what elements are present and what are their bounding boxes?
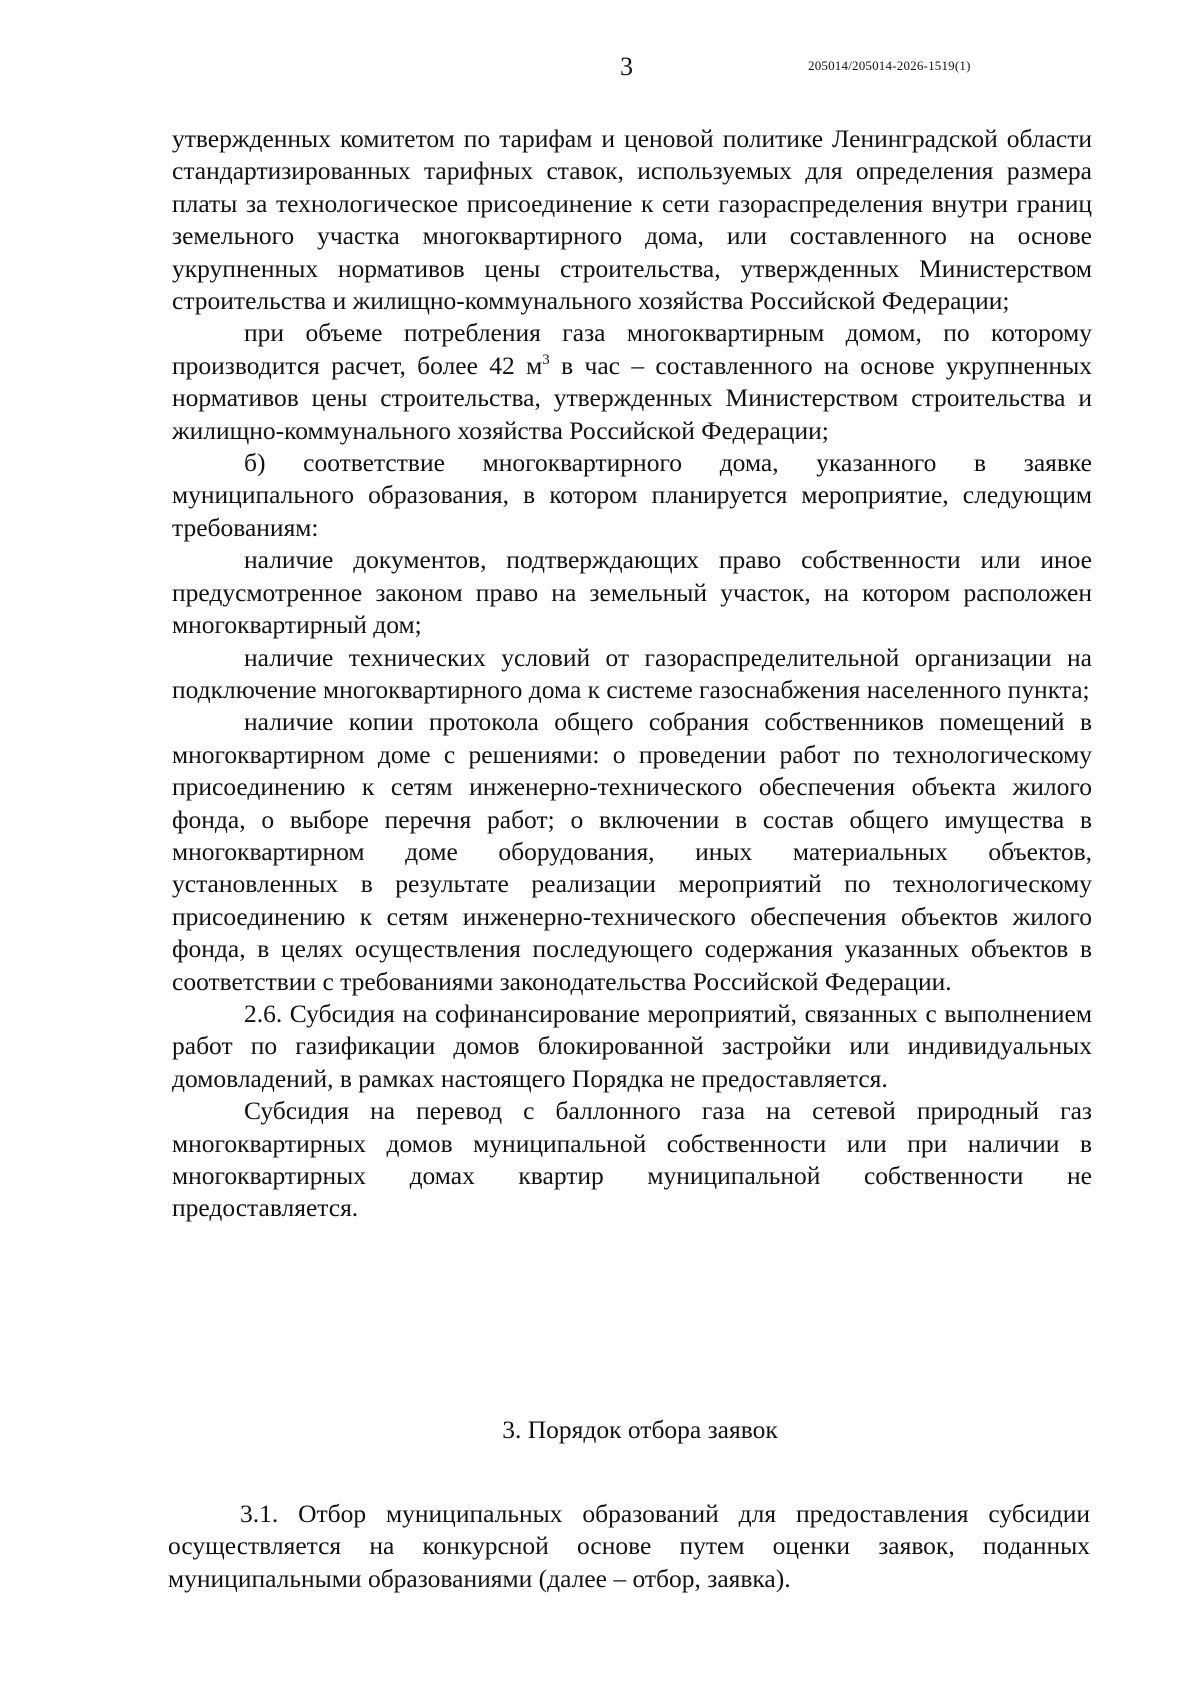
paragraph-3-1: 3.1. Отбор муниципальных образований для предоставления субсидии осуществляется на конкурсной основе путем оценки заявок, поданных муниципальными образованиями (далее – отбор, заявка). [168, 1499, 1090, 1593]
cubic-superscript: 3 [542, 351, 550, 368]
gas-volume-text-start: при объеме потребления газа многоквартирным домом, по которому производится расчет, более 42 м [172, 318, 1092, 380]
page-number: 3 [620, 52, 633, 81]
paragraph-bottled-gas: Субсидия на перевод с баллонного газа на сетевой природный газ многоквартирных домов муниципальной собственности или при наличии в многоквартирных домах квартир муниципальной собственности не предоставляется. [172, 1096, 1092, 1223]
paragraph-gas-volume [172, 317, 1092, 447]
paragraph-technical-conditions: наличие технических условий от газораспределительной организации на подключение многоквартирного дома к системе газоснабжения населенного пункта; [172, 642, 1092, 704]
gas-volume-text-end: в час – составленного на основе укрупненных нормативов цены строительства, утвержденных Министерством строительства и жилищно-коммунального хозяйства Российской Федерации; [172, 350, 1092, 445]
paragraph-requirements-intro: б) соответствие многоквартирного дома, указанного в заявке муниципального образования, в котором планируется мероприятие, следующим требованиям: [172, 448, 1092, 542]
paragraph-land-rights: наличие документов, подтверждающих право собственности или иное предусмотренное законом право на земельный участок, на котором расположен многоквартирный дом; [172, 545, 1092, 640]
section-3-text [168, 1498, 1090, 1595]
document-code: 205014/205014-2026-1519(1) [808, 58, 971, 73]
paragraph-standard-rates: утвержденных комитетом по тарифам и ценовой политике Ленинградской области стандартизированных тарифных ставок, используемых для определения размера платы за технологическое присоединение к сети газораспределения внутри границ земельного участка многоквартирного дома, или составленного на основе укрупненных нормативов цены строительства, утвержденных Министерством строительства и жилищно-коммунального хозяйства Российской Федерации; [172, 124, 1092, 316]
body-text [172, 123, 1092, 1225]
section-heading: 3. Порядок отбора заявок [502, 1415, 778, 1444]
paragraph-2-6: 2.6. Субсидия на софинансирование мероприятий, связанных с выполнением работ по газификации домов блокированной застройки или индивидуальных домовладений, в рамках настоящего Порядка не предоставляется. [172, 998, 1092, 1093]
paragraph-owners-meeting: наличие копии протокола общего собрания собственников помещений в многоквартирном доме с решениями: о проведении работ по технологическому присоединению к сетям инженерно-технического обеспечения объекта жилого фонда, о выборе перечня работ; о включении в состав общего имущества в многоквартирном доме оборудования, иных материальных объектов, установленных в результате реализации мероприятий по технологическому присоединению к сетям инженерно-технического обеспечения объектов жилого фонда, в целях осуществления последующего содержания указанных объектов в соответствии с требованиями законодательства Российской Федерации. [172, 707, 1092, 996]
